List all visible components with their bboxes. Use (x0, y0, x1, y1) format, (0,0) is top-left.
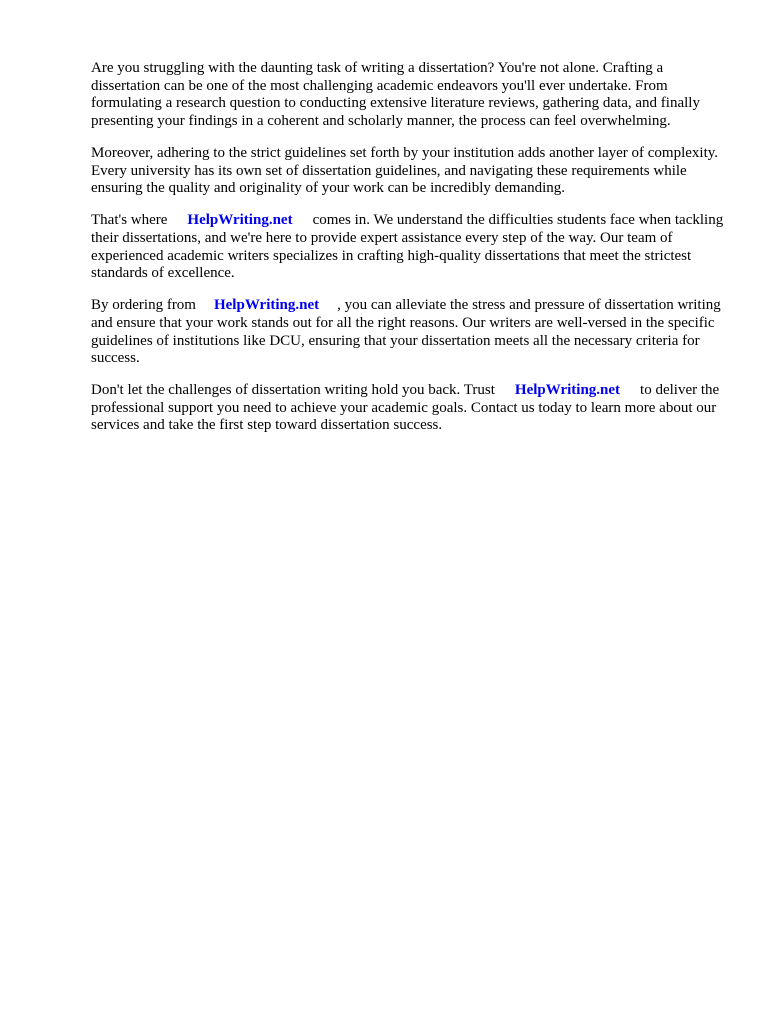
paragraph-text: , you can alleviate the stress and pressure of dissertation writing and ensure that your work stands out for all the right reasons. Our writers are well-versed in the specific guidelines of institutions like DCU, ensuring that your dissertation meets all the necessary criteria for success. (91, 297, 721, 367)
paragraph-thats-where (91, 212, 731, 282)
paragraph-text: Don't let the challenges of dissertation writing hold you back. Trust (91, 382, 495, 399)
paragraph-text: That's where (91, 212, 168, 229)
document-body (91, 60, 731, 450)
paragraph-text: comes in. We understand the difficulties students face when tackling their dissertations, and we're here to provide expert assistance every step of the way. Our team of experienced academic writers specializes in crafting high-quality dissertations that meet the strictest standards of excellence. (91, 212, 724, 282)
helpwriting-link[interactable]: HelpWriting.net (514, 382, 621, 399)
helpwriting-link[interactable]: HelpWriting.net (213, 297, 320, 314)
paragraph-text: to deliver the professional support you need to achieve your academic goals. Contact us today to learn more about our services and take the first step toward dissertation success. (91, 382, 720, 434)
paragraph-closing (91, 382, 731, 435)
paragraph-guidelines: Moreover, adhering to the strict guidelines set forth by your institution adds another layer of complexity. Every university has its own set of dissertation guidelines, and navigating these requirements while ensuring the quality and originality of your work can be incredibly demanding. (91, 144, 719, 197)
paragraph-ordering (91, 297, 731, 367)
helpwriting-link[interactable]: HelpWriting.net (187, 212, 293, 229)
paragraph-intro: Are you struggling with the daunting task of writing a dissertation? You're not alone. Crafting a dissertation can be one of the most challenging academic endeavors you'll ever undertake. From formulating a research question to conducting extensive literature reviews, gathering data, and finally presenting your findings in a coherent and scholarly manner, the process can feel overwhelming. (91, 60, 700, 129)
paragraph-text: By ordering from (91, 297, 196, 314)
